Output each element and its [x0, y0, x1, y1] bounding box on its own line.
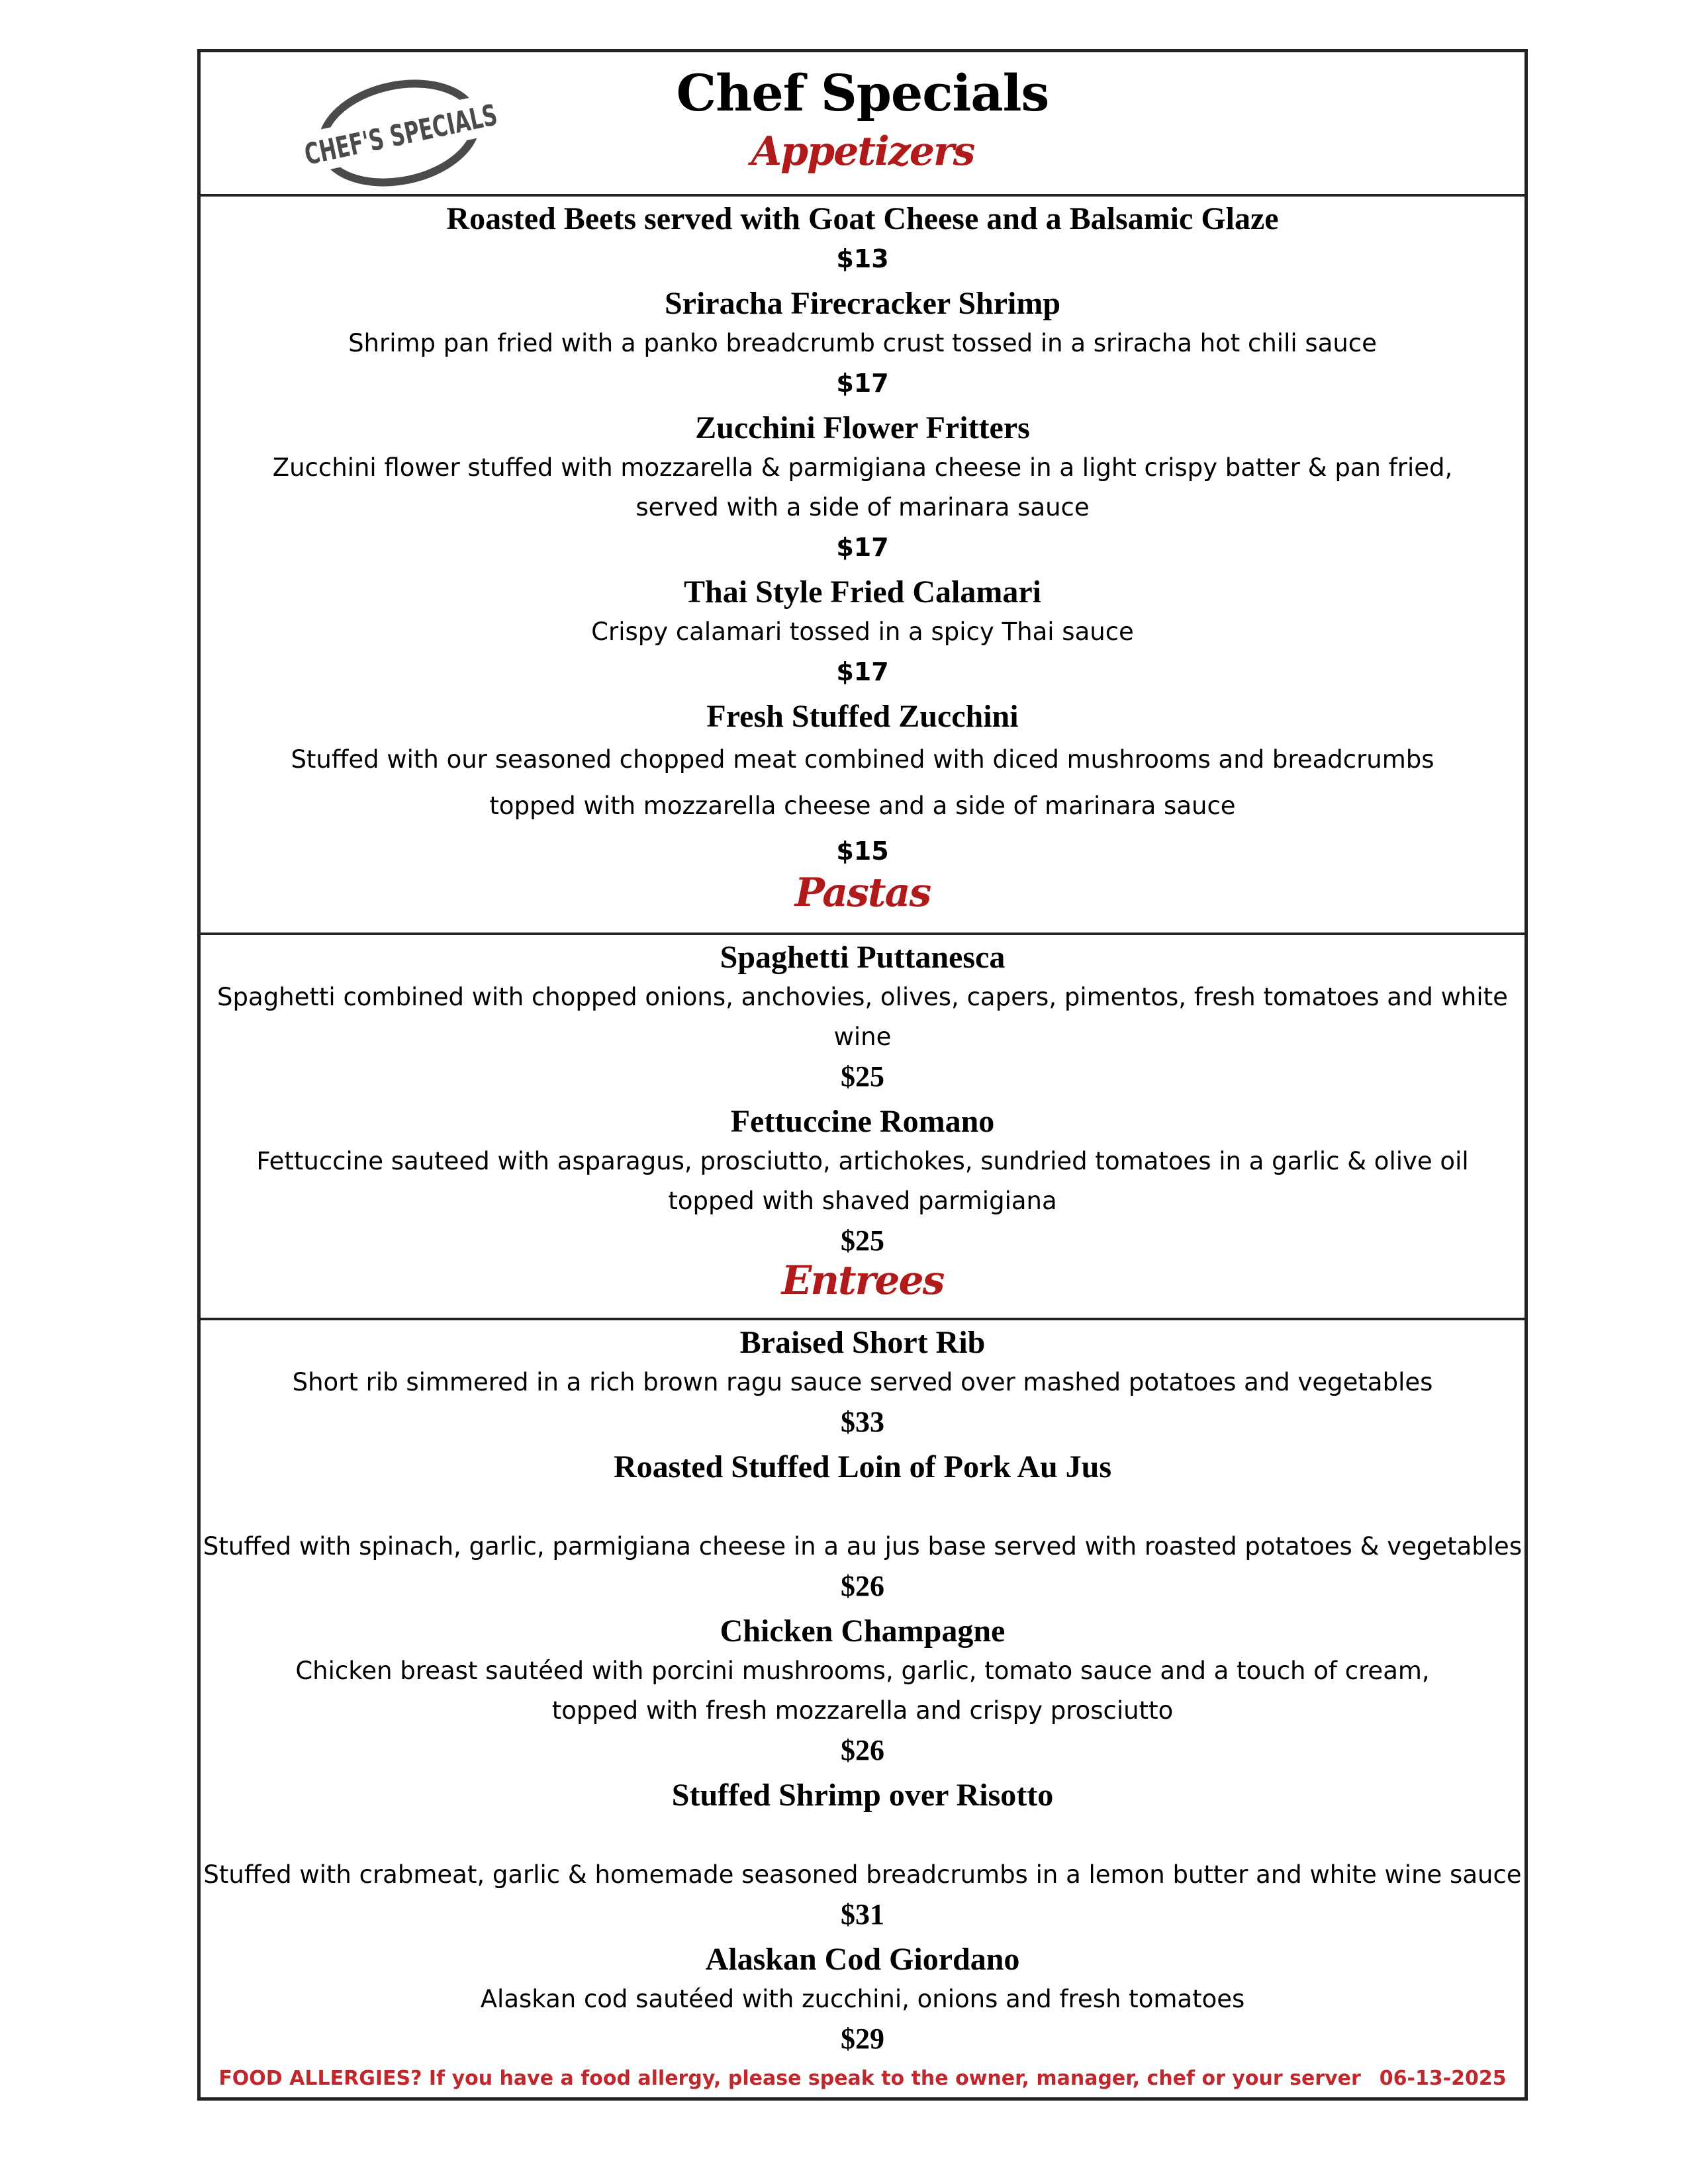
page-title: Chef Specials: [676, 64, 1049, 122]
menu-item: [201, 408, 1524, 567]
allergy-notice: [201, 2066, 1524, 2092]
divider: [201, 1318, 1524, 1320]
item-description: Short rib simmered in a rich brown ragu sauce served over mashed potatoes and vegetables: [292, 1368, 1433, 1396]
item-description: served with a side of marinara sauce: [635, 493, 1090, 522]
item-price: $31: [841, 1898, 884, 1931]
menu-item: [201, 199, 1524, 279]
menu-item: [201, 284, 1524, 403]
item-name: Zucchini Flower Fritters: [695, 410, 1030, 445]
item-description: topped with shaved parmigiana: [668, 1187, 1057, 1215]
item-name: Sriracha Firecracker Shrimp: [664, 286, 1061, 321]
item-name: Chicken Champagne: [720, 1614, 1006, 1649]
item-description: Spaghetti combined with chopped onions, anchovies, olives, capers, pimentos, fresh tomatoes and white: [217, 983, 1508, 1011]
item-price: $13: [836, 244, 889, 273]
divider: [201, 933, 1524, 935]
menu-item: [201, 1102, 1524, 1261]
item-price: $26: [841, 1734, 884, 1766]
appetizers-section: [201, 199, 1524, 917]
menu-frame: [197, 49, 1528, 2101]
menu-item: [201, 697, 1524, 873]
item-price: $26: [841, 1570, 884, 1602]
section-title-appetizers: Appetizers: [751, 128, 974, 175]
item-price: $25: [841, 1060, 884, 1093]
item-description: Zucchini flower stuffed with mozzarella & parmigiana cheese in a light crispy batter & pan fried,: [272, 453, 1453, 482]
item-price: $25: [841, 1224, 884, 1257]
allergy-text: FOOD ALLERGIES? If you have a food allergy, please speak to the owner, manager, chef or your server: [218, 2067, 1361, 2090]
item-description: topped with mozzarella cheese and a side of marinara sauce: [489, 792, 1236, 820]
item-name: Fresh Stuffed Zucchini: [706, 699, 1019, 734]
logo-text: CHEF'S SPECIALS: [301, 80, 585, 172]
menu-item: [201, 938, 1524, 1097]
item-name: Spaghetti Puttanesca: [720, 940, 1006, 975]
menu-item: [201, 1776, 1524, 1934]
item-description: Crispy calamari tossed in a spicy Thai sauce: [591, 617, 1134, 646]
item-price: $15: [836, 837, 889, 866]
item-description: topped with fresh mozzarella and crispy prosciutto: [551, 1696, 1174, 1725]
item-price: $33: [841, 1406, 884, 1438]
pastas-section: [201, 938, 1524, 1304]
item-price: $17: [836, 657, 889, 686]
item-price: $17: [836, 369, 889, 398]
section-title-entrees: Entrees: [781, 1257, 944, 1304]
menu-item: [201, 1447, 1524, 1606]
item-description: Stuffed with spinach, garlic, parmigiana cheese in a au jus base served with roasted potatoes & vegetables: [203, 1532, 1523, 1561]
item-name: Roasted Stuffed Loin of Pork Au Jus: [613, 1449, 1112, 1484]
item-name: Stuffed Shrimp over Risotto: [671, 1778, 1054, 1813]
item-description: Stuffed with crabmeat, garlic & homemade seasoned breadcrumbs in a lemon butter and white wine sauce: [203, 1860, 1522, 1889]
item-price: $29: [841, 2023, 884, 2055]
item-description: Stuffed with our seasoned chopped meat combined with diced mushrooms and breadcrumbs: [291, 745, 1434, 774]
menu-item: [201, 1323, 1524, 1442]
item-description: Chicken breast sautéed with porcini mushrooms, garlic, tomato sauce and a touch of cream,: [295, 1657, 1430, 1685]
menu-item: [201, 1940, 1524, 2059]
section-title-pastas: Pastas: [794, 870, 931, 916]
entrees-section: [201, 1323, 1524, 2059]
item-description: Alaskan cod sautéed with zucchini, onions and fresh tomatoes: [480, 1985, 1245, 2013]
item-name: Fettuccine Romano: [730, 1104, 995, 1139]
menu-item: [201, 1612, 1524, 1770]
menu-item: [201, 572, 1524, 692]
item-description: Shrimp pan fried with a panko breadcrumb crust tossed in a sriracha hot chili sauce: [348, 329, 1377, 357]
item-description: Fettuccine sauteed with asparagus, prosciutto, artichokes, sundried tomatoes in a garlic & olive oil: [256, 1147, 1469, 1175]
item-name: Alaskan Cod Giordano: [705, 1942, 1020, 1977]
item-name: Thai Style Fried Calamari: [684, 574, 1041, 610]
item-description: wine: [833, 1023, 892, 1051]
divider: [201, 194, 1524, 197]
item-price: $17: [836, 533, 889, 562]
item-name: Roasted Beets served with Goat Cheese and a Balsamic Glaze: [446, 201, 1279, 236]
menu-date: 06-13-2025: [1379, 2067, 1507, 2090]
item-name: Braised Short Rib: [739, 1325, 986, 1360]
